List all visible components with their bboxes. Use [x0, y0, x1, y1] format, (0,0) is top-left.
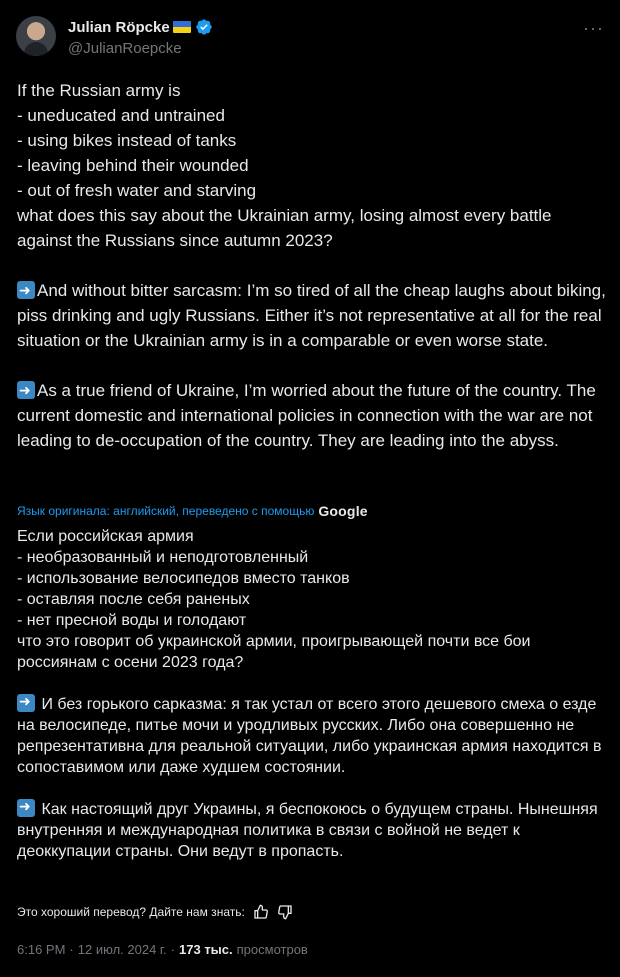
ukraine-flag-icon	[173, 21, 191, 33]
verified-badge-icon[interactable]	[195, 18, 213, 36]
translated-paragraph-1: Если российская армия - необразованный и неподготовленный - использование велосипедов вместо танков - оставляя после себя раненых - нет пресной воды и голодают что это говорит об украинской армии, проигрывающей почти все бои россиянам с осени 2023 года?	[17, 528, 531, 671]
arrow-right-emoji-icon	[17, 799, 35, 817]
translated-paragraph-2: И без горького сарказма: я так устал от всего этого дешевого смеха о езде на велосипеде, питье мочи и уродливых русских. Либо она совершенно не репрезентативна для реальной ситуации, либо украинская армия находится в сопоставимом или даже худшем состоянии.	[17, 696, 606, 776]
tweet-paragraph-3: As a true friend of Ukraine, I’m worried about the future of the country. The current domestic and international policies in connection with the war are not leading to de-occupation of the country. They are leading into the abyss.	[17, 381, 601, 450]
tweet-paragraph-1: If the Russian army is - uneducated and untrained - using bikes instead of tanks - leaving behind their wounded - out of fresh water and starving what does this say about the Ukrainian army, losing almost every battle against the Russians since autumn 2023?	[17, 81, 552, 250]
google-logo: Google	[318, 503, 368, 519]
tweet-meta	[17, 942, 308, 957]
arrow-right-emoji-icon	[17, 694, 35, 712]
translation-feedback	[17, 904, 293, 920]
arrow-right-emoji-icon	[17, 381, 35, 399]
tweet-time[interactable]: 6:16 PM	[17, 942, 66, 957]
views-count: 173 тыс.	[179, 942, 233, 957]
translated-text	[17, 526, 607, 862]
tweet-date[interactable]: 12 июл. 2024 г.	[77, 942, 167, 957]
thumbs-up-icon[interactable]	[253, 904, 269, 920]
avatar[interactable]	[16, 16, 56, 56]
translation-note: Язык оригинала: английский, переведено с помощью	[17, 504, 315, 518]
author-display-name[interactable]: Julian Röpcke	[68, 18, 170, 36]
feedback-question: Это хороший перевод? Дайте нам знать:	[17, 905, 245, 919]
tweet-header	[16, 14, 604, 64]
separator-dot: ·	[69, 942, 74, 957]
more-options-icon[interactable]: ···	[583, 18, 604, 38]
views-label: просмотров	[236, 942, 308, 957]
translated-paragraph-3: Как настоящий друг Украины, я беспокоюсь о будущем страны. Нынешняя внутренняя и международная политика в связи с войной не ведет к деоккупации страны. Они ведут в пропасть.	[17, 801, 603, 860]
thumbs-down-icon[interactable]	[277, 904, 293, 920]
arrow-right-emoji-icon	[17, 281, 35, 299]
author-name-row	[68, 18, 213, 36]
tweet-text	[17, 78, 611, 453]
author-handle[interactable]: @JulianRoepcke	[68, 40, 182, 57]
tweet-paragraph-2: And without bitter sarcasm: I’m so tired of all the cheap laughs about biking, piss drinking and ugly Russians. Either it’s not representative at all for the real situation or the Ukrainian army is in a comparable or even worse state.	[17, 281, 611, 350]
translation-attribution[interactable]	[17, 503, 368, 519]
separator-dot: ·	[170, 942, 176, 957]
